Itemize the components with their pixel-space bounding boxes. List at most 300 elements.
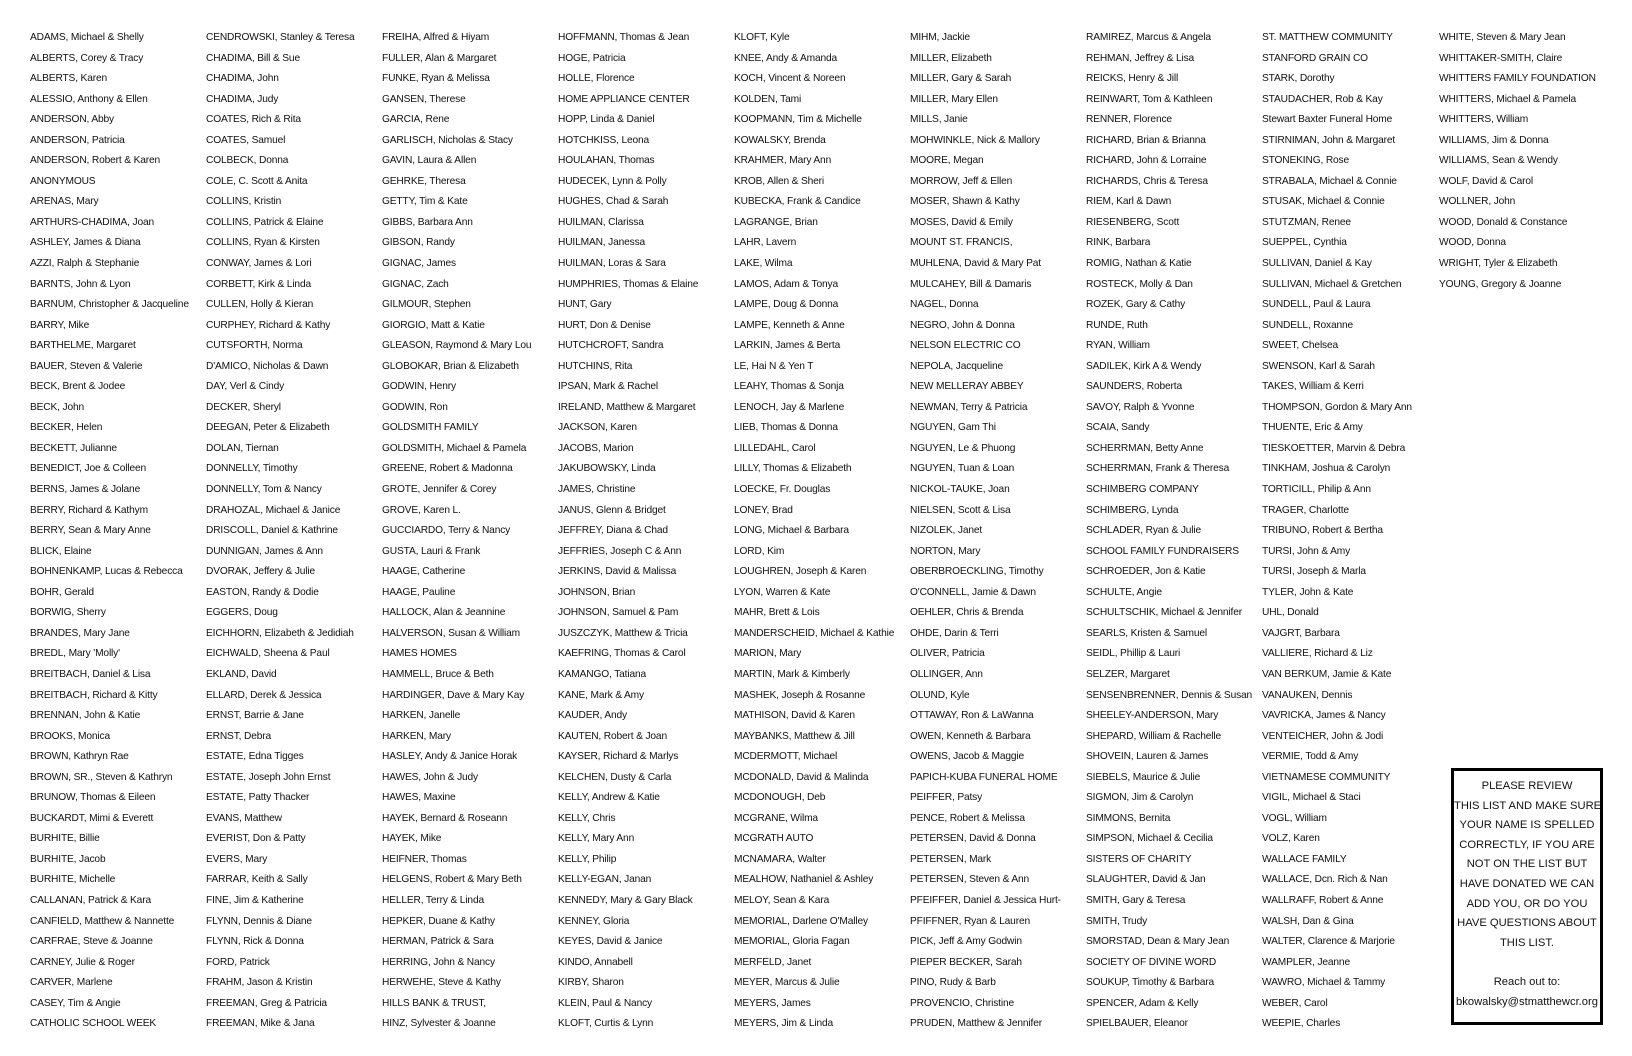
donor-name: OLLINGER, Ann (910, 668, 983, 680)
donor-name: MILLER, Gary & Sarah (910, 73, 1012, 85)
donor-name: SUEPPEL, Cynthia (1262, 237, 1347, 249)
donor-name: NICKOL-TAUKE, Joan (910, 484, 1010, 496)
donor-name: WOLLNER, John (1439, 196, 1516, 208)
donor-name: STAUDACHER, Rob & Kay (1262, 93, 1383, 105)
donor-name: CORBETT, Kirk & Linda (206, 278, 311, 290)
donor-name: BOHR, Gerald (30, 586, 94, 598)
notice-line: THIS LIST. (1499, 936, 1555, 949)
donor-name: BERRY, Richard & Kathym (30, 504, 148, 516)
donor-name: HOTCHKISS, Leona (558, 134, 650, 146)
donor-name: MCGRANE, Wilma (734, 812, 818, 824)
donor-name: NIZOLEK, Janet (910, 525, 983, 537)
donor-name: YOUNG, Gregory & Joanne (1439, 278, 1562, 290)
donor-name: ANDERSON, Patricia (30, 134, 125, 146)
donor-name: SUNDELL, Paul & Laura (1262, 299, 1371, 311)
donor-name: KAUTEN, Robert & Joan (558, 730, 667, 742)
donor-name: COLE, C. Scott & Anita (206, 175, 308, 187)
donor-name: BARNTS, John & Lyon (30, 278, 131, 290)
donor-name: MCDONOUGH, Deb (734, 792, 826, 804)
donor-name: KAUDER, Andy (558, 710, 627, 722)
donor-name: SELZER, Margaret (1086, 668, 1170, 680)
donor-name: BECKETT, Julianne (30, 442, 117, 454)
donor-name: ERNST, Barrie & Jane (206, 710, 304, 722)
donor-name: LAMPE, Doug & Donna (734, 299, 839, 311)
donor-name: WHITE, Steven & Mary Jean (1439, 32, 1566, 43)
donor-name: PIEPER BECKER, Sarah (910, 956, 1022, 968)
donor-name: JERKINS, David & Malissa (558, 566, 677, 578)
donor-name: VAJGRT, Barbara (1262, 627, 1340, 639)
donor-name: HUILMAN, Janessa (558, 237, 646, 249)
donor-name: GETTY, Tim & Kate (382, 196, 468, 208)
donor-column-1 (30, 28, 208, 1035)
donor-name: KUBECKA, Frank & Candice (734, 196, 861, 208)
donor-name: RYAN, William (1086, 340, 1150, 352)
donor-name: MAHR, Brett & Lois (734, 607, 820, 619)
donor-name: FREEMAN, Mike & Jana (206, 1018, 315, 1030)
donor-name: FREIHA, Alfred & Hiyam (382, 32, 490, 43)
donor-name: DUNNIGAN, James & Ann (206, 545, 323, 557)
donor-name: LORD, Kim (734, 545, 785, 557)
donor-name: ESTATE, Patty Thacker (206, 792, 310, 804)
donor-name: OBERBROECKLING, Timothy (910, 566, 1044, 578)
donor-name: STIRNIMAN, John & Margaret (1262, 134, 1396, 146)
donor-name: GROTE, Jennifer & Corey (382, 484, 497, 496)
donor-name: EASTON, Randy & Dodie (206, 586, 319, 598)
donor-name: MOSES, David & Emily (910, 216, 1013, 228)
donor-name: HELLER, Terry & Linda (382, 894, 484, 906)
donor-name: FULLER, Alan & Margaret (382, 52, 497, 64)
donor-name: VAN BERKUM, Jamie & Kate (1262, 668, 1392, 680)
donor-name: FORD, Patrick (206, 956, 270, 968)
donor-name: VIGIL, Michael & Staci (1262, 792, 1361, 804)
donor-name: Stewart Baxter Funeral Home (1262, 114, 1393, 126)
donor-name: STANFORD GRAIN CO (1262, 52, 1368, 64)
donor-name: GILMOUR, Stephen (382, 299, 471, 311)
donor-name: WALLRAFF, Robert & Anne (1262, 894, 1384, 906)
donor-name: PETERSEN, David & Donna (910, 833, 1036, 845)
donor-name: SCHULTSCHIK, Michael & Jennifer (1086, 607, 1242, 619)
donor-name: GUCCIARDO, Terry & Nancy (382, 525, 511, 537)
donor-name: GOLDSMITH FAMILY (382, 422, 479, 434)
donor-name: KOCH, Vincent & Noreen (734, 73, 846, 85)
donor-name: DAY, Verl & Cindy (206, 381, 285, 393)
donor-name: NEWMAN, Terry & Patricia (910, 401, 1028, 413)
donor-name: SCHROEDER, Jon & Katie (1086, 566, 1206, 578)
donor-name: WAMPLER, Jeanne (1262, 956, 1350, 968)
donor-name: WOLF, David & Carol (1439, 175, 1533, 187)
donor-name: BROOKS, Monica (30, 730, 110, 742)
donor-name: OWENS, Jacob & Maggie (910, 751, 1025, 763)
donor-name: COATES, Rich & Rita (206, 114, 301, 126)
donor-name: CHADIMA, Bill & Sue (206, 52, 300, 64)
donor-name: FINE, Jim & Katherine (206, 894, 304, 906)
donor-name: MIHM, Jackie (910, 32, 970, 43)
donor-name: BECKER, Helen (30, 422, 103, 434)
donor-name: SIGMON, Jim & Carolyn (1086, 792, 1194, 804)
donor-name: HASLEY, Andy & Janice Horak (382, 751, 518, 763)
donor-name: COLLINS, Patrick & Elaine (206, 216, 324, 228)
donor-name: VOGL, William (1262, 812, 1327, 824)
notice-line: HAVE QUESTIONS ABOUT (1457, 917, 1597, 930)
donor-name: LOECKE, Fr. Douglas (734, 484, 831, 496)
donor-name: HUILMAN, Loras & Sara (558, 258, 666, 270)
donor-name: NAGEL, Donna (910, 299, 979, 311)
donor-name: COLBECK, Donna (206, 155, 289, 167)
donor-name: KAMANGO, Tatiana (558, 668, 647, 680)
donor-name: SCHOOL FAMILY FUNDRAISERS (1086, 545, 1239, 557)
donor-name: ARTHURS-CHADIMA, Joan (30, 216, 155, 228)
donor-name: HERMAN, Patrick & Sara (382, 936, 494, 948)
donor-name: VALLIERE, Richard & Liz (1262, 648, 1373, 660)
donor-name: BAUER, Steven & Valerie (30, 360, 143, 372)
donor-name: TINKHAM, Joshua & Carolyn (1262, 463, 1391, 475)
donor-name: LAMPE, Kenneth & Anne (734, 319, 845, 331)
donor-name: FARRAR, Keith & Sally (206, 874, 308, 886)
donor-name: HINZ, Sylvester & Joanne (382, 1018, 496, 1030)
donor-name: EVERS, Mary (206, 853, 268, 865)
donor-name: VERMIE, Todd & Amy (1262, 751, 1359, 763)
donor-name: THUENTE, Eric & Amy (1262, 422, 1363, 434)
donor-name: SCHERRMAN, Betty Anne (1086, 442, 1204, 454)
donor-name: NELSON ELECTRIC CO (910, 340, 1021, 352)
donor-name: GOLDSMITH, Michael & Pamela (382, 442, 527, 454)
donor-name: WHITTERS, William (1439, 114, 1529, 126)
donor-name: MARTIN, Mark & Kimberly (734, 668, 850, 680)
donor-name: SUNDELL, Roxanne (1262, 319, 1354, 331)
donor-name: LEAHY, Thomas & Sonja (734, 381, 844, 393)
donor-name: MUHLENA, David & Mary Pat (910, 258, 1041, 270)
donor-name: CENDROWSKI, Stanley & Teresa (206, 32, 355, 43)
notice-line: PLEASE REVIEW (1481, 780, 1573, 792)
donor-name: FRAHM, Jason & Kristin (206, 977, 313, 989)
donor-name: PETERSEN, Steven & Ann (910, 874, 1030, 886)
donor-name: DONNELLY, Tom & Nancy (206, 484, 322, 496)
donor-name: ERNST, Debra (206, 730, 272, 742)
donor-name: RICHARDS, Chris & Teresa (1086, 175, 1208, 187)
donor-name: DOLAN, Tiernan (206, 442, 279, 454)
donor-name: EKLAND, David (206, 668, 277, 680)
donor-name: KOLDEN, Tami (734, 93, 802, 105)
donor-name: SEARLS, Kristen & Samuel (1086, 627, 1207, 639)
donor-name: GIGNAC, Zach (382, 278, 449, 290)
donor-name: SCHLADER, Ryan & Julie (1086, 525, 1202, 537)
donor-name: CARNEY, Julie & Roger (30, 956, 135, 968)
donor-column-2 (206, 28, 384, 1035)
donor-name: HEPKER, Duane & Kathy (382, 915, 495, 927)
donor-list (30, 28, 1620, 1038)
donor-name: OWEN, Kenneth & Barbara (910, 730, 1031, 742)
donor-name: SMITH, Gary & Teresa (1086, 894, 1186, 906)
donor-name: MEYERS, Jim & Linda (734, 1018, 834, 1030)
donor-name: BENEDICT, Joe & Colleen (30, 463, 147, 475)
donor-name: PFEIFFER, Daniel & Jessica Hurt- (910, 894, 1061, 906)
donor-name: HERRING, John & Nancy (382, 956, 495, 968)
donor-name: KOWALSKY, Brenda (734, 134, 826, 146)
donor-name: NGUYEN, Le & Phuong (910, 442, 1016, 454)
donor-name: BUCKARDT, Mimi & Everett (30, 812, 154, 824)
donor-name: KELCHEN, Dusty & Carla (558, 771, 672, 783)
donor-name: WILLIAMS, Jim & Donna (1439, 134, 1549, 146)
donor-name: GLOBOKAR, Brian & Elizabeth (382, 360, 519, 372)
donor-name: MEYER, Marcus & Julie (734, 977, 840, 989)
donor-name: RICHARD, Brian & Brianna (1086, 134, 1206, 146)
donor-name: PRUDEN, Matthew & Jennifer (910, 1018, 1042, 1030)
donor-name: SPIELBAUER, Eleanor (1086, 1018, 1188, 1030)
donor-name: HUGHES, Chad & Sarah (558, 196, 669, 208)
donor-name: COATES, Samuel (206, 134, 286, 146)
donor-name: REICKS, Henry & Jill (1086, 73, 1179, 85)
donor-name: VAVRICKA, James & Nancy (1262, 710, 1386, 722)
donor-name: CONWAY, James & Lori (206, 258, 312, 270)
notice-spacer (1454, 953, 1600, 973)
donor-name: WEBER, Carol (1262, 997, 1328, 1009)
donor-name: FREEMAN, Greg & Patricia (206, 997, 327, 1009)
donor-name: EGGERS, Doug (206, 607, 278, 619)
donor-name: HURT, Don & Denise (558, 319, 651, 331)
donor-name: TURSI, John & Amy (1262, 545, 1351, 557)
donor-name: TORTICILL, Philip & Ann (1262, 484, 1371, 496)
reach-out-label: Reach out to: (1493, 975, 1561, 988)
donor-name: WILLIAMS, Sean & Wendy (1439, 155, 1558, 167)
donor-name: DVORAK, Jeffery & Julie (206, 566, 316, 578)
donor-name: GODWIN, Henry (382, 381, 456, 393)
donor-column-6 (910, 28, 1088, 1035)
donor-name: GARCIA, Rene (382, 114, 450, 126)
donor-name: LYON, Warren & Kate (734, 586, 831, 598)
donor-name: JAMES, Christine (558, 484, 636, 496)
donor-name: HUDECEK, Lynn & Polly (558, 175, 667, 187)
donor-column-7 (1086, 28, 1264, 1035)
donor-name: BREITBACH, Daniel & Lisa (30, 668, 151, 680)
notice-line: ADD YOU, OR DO YOU (1466, 897, 1588, 910)
donor-name: VENTEICHER, John & Jodi (1262, 730, 1384, 742)
donor-name: BECK, John (30, 401, 84, 413)
donor-name: HERWEHE, Steve & Kathy (382, 977, 501, 989)
donor-name: LONEY, Brad (734, 504, 793, 516)
donor-name: ESTATE, Joseph John Ernst (206, 771, 331, 783)
contact-email[interactable]: bkowalsky@stmatthewcr.org (1456, 995, 1598, 1008)
donor-name: NEPOLA, Jacqueline (910, 360, 1004, 372)
donor-name: SCHIMBERG, Lynda (1086, 504, 1179, 516)
donor-name: HOME APPLIANCE CENTER (558, 93, 690, 105)
donor-name: MCDERMOTT, Michael (734, 751, 838, 763)
donor-name: WEEPIE, Charles (1262, 1018, 1341, 1030)
donor-name: EICHWALD, Sheena & Paul (206, 648, 330, 660)
donor-name: HOFFMANN, Thomas & Jean (558, 32, 690, 43)
donor-name: WALSH, Dan & Gina (1262, 915, 1354, 927)
donor-name: WALLACE, Dcn. Rich & Nan (1262, 874, 1388, 886)
donor-name: SMORSTAD, Dean & Mary Jean (1086, 936, 1230, 948)
donor-name: LE, Hai N & Yen T (734, 360, 814, 372)
donor-name: WHITTERS, Michael & Pamela (1439, 93, 1577, 105)
donor-name: HOPP, Linda & Daniel (558, 114, 655, 126)
donor-name: HUTCHCROFT, Sandra (558, 340, 664, 352)
donor-name: SCHIMBERG COMPANY (1086, 484, 1199, 496)
donor-name: BRENNAN, John & Katie (30, 710, 141, 722)
donor-name: HUMPHRIES, Thomas & Elaine (558, 278, 699, 290)
donor-name: ELLARD, Derek & Jessica (206, 689, 322, 701)
donor-name: JUSZCZYK, Matthew & Tricia (558, 627, 688, 639)
donor-name: BARRY, Mike (30, 319, 90, 331)
donor-name: BREITBACH, Richard & Kitty (30, 689, 158, 701)
donor-column-9 (1439, 28, 1617, 295)
donor-name: SCHULTE, Angie (1086, 586, 1162, 598)
donor-name: GREENE, Robert & Madonna (382, 463, 513, 475)
donor-name: JEFFREY, Diana & Chad (558, 525, 668, 537)
donor-name: MERFELD, Janet (734, 956, 812, 968)
donor-name: SMITH, Trudy (1086, 915, 1148, 927)
donor-name: AZZI, Ralph & Stephanie (30, 258, 140, 270)
donor-name: DECKER, Sheryl (206, 401, 281, 413)
donor-name: JOHNSON, Brian (558, 586, 636, 598)
donor-name: KELLY, Chris (558, 812, 616, 824)
donor-name: GANSEN, Therese (382, 93, 466, 105)
donor-name: WRIGHT, Tyler & Elizabeth (1439, 258, 1558, 270)
donor-name: ANDERSON, Robert & Karen (30, 155, 161, 167)
donor-name: LONG, Michael & Barbara (734, 525, 849, 537)
donor-name: ALBERTS, Karen (30, 73, 107, 85)
donor-name: JEFFRIES, Joseph C & Ann (558, 545, 682, 557)
donor-name: KANE, Mark & Amy (558, 689, 644, 701)
donor-name: BERRY, Sean & Mary Anne (30, 525, 151, 537)
donor-name: COLLINS, Ryan & Kirsten (206, 237, 320, 249)
donor-name: LILLEDAHL, Carol (734, 442, 816, 454)
donor-name: DONNELLY, Timothy (206, 463, 298, 475)
donor-name: SADILEK, Kirk A & Wendy (1086, 360, 1202, 372)
donor-name: CHADIMA, John (206, 73, 279, 85)
donor-name: PFIFFNER, Ryan & Lauren (910, 915, 1030, 927)
donor-name: SOUKUP, Timothy & Barbara (1086, 977, 1214, 989)
donor-name: BROWN, SR., Steven & Kathryn (30, 771, 173, 783)
donor-name: MASHEK, Joseph & Rosanne (734, 689, 866, 701)
donor-name: MILLER, Mary Ellen (910, 93, 998, 105)
donor-name: PINO, Rudy & Barb (910, 977, 996, 989)
donor-name: MAYBANKS, Matthew & Jill (734, 730, 855, 742)
donor-name: PENCE, Robert & Melissa (910, 812, 1025, 824)
donor-name: ROSTECK, Molly & Dan (1086, 278, 1193, 290)
donor-name: ALBERTS, Corey & Tracy (30, 52, 144, 64)
donor-name: BARTHELME, Margaret (30, 340, 136, 352)
donor-name: GAVIN, Laura & Allen (382, 155, 477, 167)
donor-name: SCHERRMAN, Frank & Theresa (1086, 463, 1230, 475)
donor-name: OLUND, Kyle (910, 689, 970, 701)
donor-name: GROVE, Karen L. (382, 504, 461, 516)
donor-name: D'AMICO, Nicholas & Dawn (206, 360, 329, 372)
donor-name: TRIBUNO, Robert & Bertha (1262, 525, 1383, 537)
donor-name: LILLY, Thomas & Elizabeth (734, 463, 852, 475)
donor-name: NGUYEN, Tuan & Loan (910, 463, 1015, 475)
donor-name: JANUS, Glenn & Bridget (558, 504, 666, 516)
donor-name: GIBBS, Barbara Ann (382, 216, 473, 228)
donor-name: KENNEY, Gloria (558, 915, 630, 927)
donor-name: MEMORIAL, Darlene O'Malley (734, 915, 868, 927)
donor-name: HAAGE, Catherine (382, 566, 466, 578)
donor-name: ASHLEY, James & Diana (30, 237, 141, 249)
donor-name: HAYEK, Mike (382, 833, 442, 845)
donor-name: KROB, Allen & Sheri (734, 175, 825, 187)
donor-name: CASEY, Tim & Angie (30, 997, 121, 1009)
donor-name: PAPICH-KUBA FUNERAL HOME (910, 771, 1058, 783)
donor-name: IPSAN, Mark & Rachel (558, 381, 659, 393)
donor-name: HARKEN, Mary (382, 730, 451, 742)
donor-name: CANFIELD, Matthew & Nannette (30, 915, 175, 927)
donor-name: BECK, Brent & Jodee (30, 381, 126, 393)
donor-name: STARK, Dorothy (1262, 73, 1335, 85)
donor-name: GUSTA, Lauri & Frank (382, 545, 481, 557)
donor-name: SHEELEY-ANDERSON, Mary (1086, 710, 1219, 722)
donor-name: HUNT, Gary (558, 299, 612, 311)
donor-name: WALLACE FAMILY (1262, 853, 1347, 865)
donor-name: RUNDE, Ruth (1086, 319, 1148, 331)
donor-name: DRAHOZAL, Michael & Janice (206, 504, 341, 516)
donor-name: TURSI, Joseph & Marla (1262, 566, 1366, 578)
donor-name: CARVER, Marlene (30, 977, 113, 989)
donor-name: BERNS, James & Jolane (30, 484, 141, 496)
donor-name: RAMIREZ, Marcus & Angela (1086, 32, 1211, 43)
donor-name: SULLIVAN, Michael & Gretchen (1262, 278, 1402, 290)
donor-name: HOLLE, Florence (558, 73, 635, 85)
donor-name: KELLY, Philip (558, 853, 617, 865)
donor-name: STUSAK, Michael & Connie (1262, 196, 1385, 208)
donor-name: ADAMS, Michael & Shelly (30, 32, 144, 43)
donor-name: HALLOCK, Alan & Jeannine (382, 607, 506, 619)
donor-name: OEHLER, Chris & Brenda (910, 607, 1024, 619)
donor-name: SWENSON, Karl & Sarah (1262, 360, 1375, 372)
donor-name: STONEKING, Rose (1262, 155, 1350, 167)
donor-name: REINWART, Tom & Kathleen (1086, 93, 1213, 105)
donor-name: WOOD, Donald & Constance (1439, 216, 1568, 228)
donor-name: KIRBY, Sharon (558, 977, 624, 989)
donor-name: ROMIG, Nathan & Katie (1086, 258, 1192, 270)
donor-name: SENSENBRENNER, Dennis & Susan (1086, 689, 1253, 701)
donor-name: WHITTAKER-SMITH, Claire (1439, 52, 1563, 64)
donor-column-3 (382, 28, 560, 1035)
donor-name: MORROW, Jeff & Ellen (910, 175, 1013, 187)
notice-line: THIS LIST AND MAKE SURE (1454, 799, 1602, 812)
donor-name: HAMMELL, Bruce & Beth (382, 668, 494, 680)
donor-name: BURHITE, Billie (30, 833, 100, 845)
donor-name: ANONYMOUS (30, 175, 96, 187)
donor-name: KENNEDY, Mary & Gary Black (558, 894, 693, 906)
donor-name: MATHISON, David & Karen (734, 710, 855, 722)
donor-name: MELOY, Sean & Kara (734, 894, 830, 906)
donor-name: BLICK, Elaine (30, 545, 92, 557)
donor-name: HAWES, John & Judy (382, 771, 479, 783)
donor-name: NGUYEN, Gam Thi (910, 422, 996, 434)
donor-name: SEIDL, Phillip & Lauri (1086, 648, 1181, 660)
donor-name: WOOD, Donna (1439, 237, 1506, 249)
donor-column-4 (558, 28, 736, 1035)
donor-name: PICK, Jeff & Amy Godwin (910, 936, 1022, 948)
donor-name: BRUNOW, Thomas & Eileen (30, 792, 156, 804)
donor-name: BURHITE, Jacob (30, 853, 106, 865)
donor-name: KELLY, Andrew & Katie (558, 792, 660, 804)
donor-name: LAHR, Lavern (734, 237, 797, 249)
donor-name: VIETNAMESE COMMUNITY (1262, 771, 1391, 783)
donor-name: HILLS BANK & TRUST, (382, 997, 486, 1009)
donor-name: LENOCH, Jay & Marlene (734, 401, 845, 413)
donor-name: MOORE, Megan (910, 155, 984, 167)
donor-name: GARLISCH, Nicholas & Stacy (382, 134, 513, 146)
donor-name: CHADIMA, Judy (206, 93, 279, 105)
donor-name: EVERIST, Don & Patty (206, 833, 306, 845)
donor-name: HOGE, Patricia (558, 52, 626, 64)
donor-name: JACKSON, Karen (558, 422, 637, 434)
donor-name: O'CONNELL, Jamie & Dawn (910, 586, 1036, 598)
donor-name: OTTAWAY, Ron & LaWanna (910, 710, 1034, 722)
donor-name: MCDONALD, David & Malinda (734, 771, 869, 783)
donor-name: LIEB, Thomas & Donna (734, 422, 838, 434)
